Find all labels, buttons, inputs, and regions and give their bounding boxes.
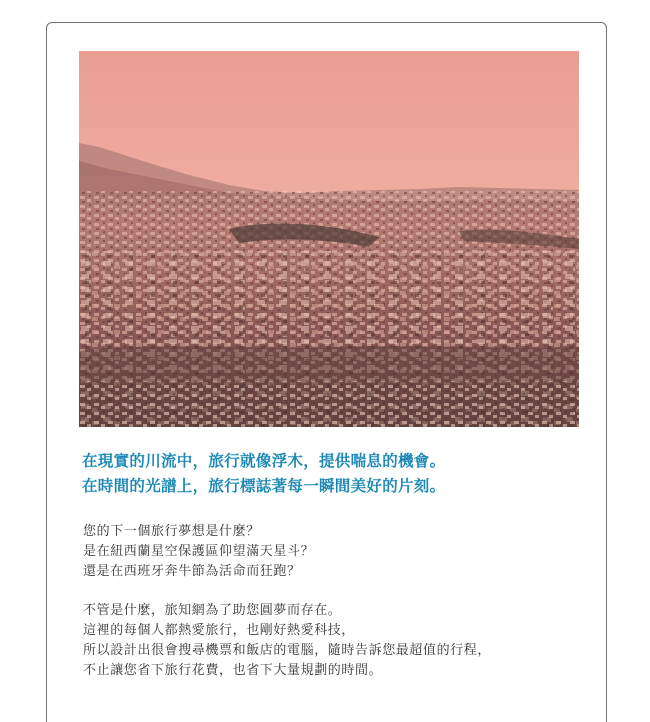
headline: [82, 449, 582, 499]
headline-line-1: 在現實的川流中，旅行就像浮木，提供喘息的機會。: [82, 452, 446, 470]
about-line: 不管是什麼，旅知網為了助您圓夢而存在。: [83, 603, 342, 618]
about-line: 不止讓您省下旅行花費，也省下大量規劃的時間。: [83, 663, 383, 678]
about-line: 這裡的每個人都熱愛旅行，也剛好熱愛科技，: [83, 623, 356, 638]
content-card: [46, 22, 607, 722]
headline-line-2: 在時間的光譜上，旅行標誌著每一瞬間美好的片刻。: [82, 477, 446, 495]
intro-line: 還是在西班牙奔牛節為活命而狂跑？: [83, 564, 301, 579]
intro-line: 是在紐西蘭星空保護區仰望滿天星斗？: [83, 544, 315, 559]
city-sunset-photo: [79, 51, 579, 427]
intro-line: 您的下一個旅行夢想是什麼？: [83, 524, 260, 539]
intro-paragraph: [83, 522, 583, 582]
about-paragraph: [83, 601, 583, 681]
about-line: 所以設計出很會搜尋機票和飯店的電腦，隨時告訴您最超值的行程，: [83, 643, 492, 658]
